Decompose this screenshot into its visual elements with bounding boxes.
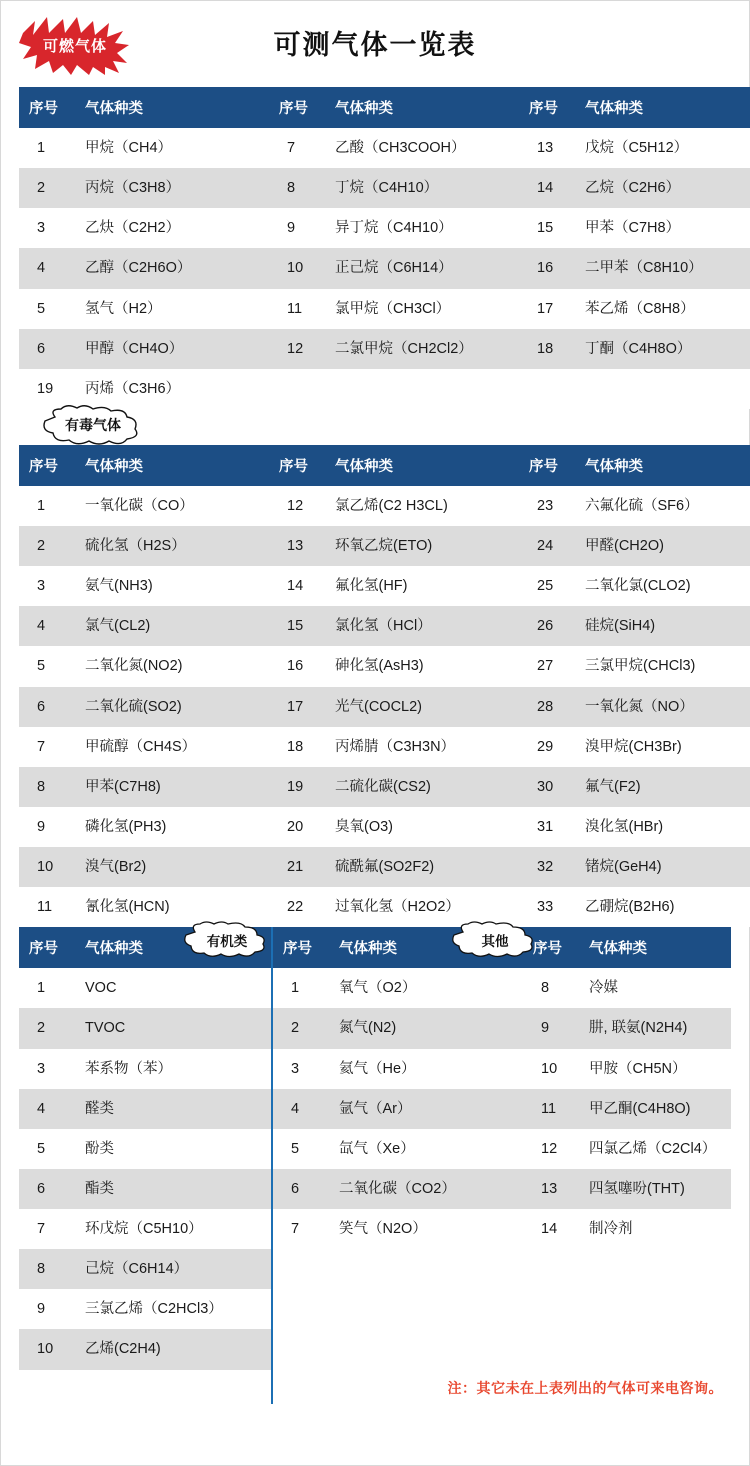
cell-num: 3 bbox=[19, 566, 75, 606]
cell-name: 甲醛(CH2O) bbox=[575, 526, 750, 566]
cell-num: 24 bbox=[519, 526, 575, 566]
cell-num: 15 bbox=[519, 208, 575, 248]
cell-num: 12 bbox=[269, 486, 325, 526]
cell-name: 异丁烷（C4H10） bbox=[325, 208, 519, 248]
cell-name: 丁酮（C4H8O） bbox=[575, 329, 750, 369]
cell-name: TVOC bbox=[75, 1008, 271, 1048]
cell-num: 8 bbox=[19, 767, 75, 807]
cell-name bbox=[575, 369, 750, 409]
cell-num: 6 bbox=[273, 1169, 329, 1209]
cell-num: 27 bbox=[519, 646, 575, 686]
table-row bbox=[19, 168, 750, 208]
cell-empty bbox=[523, 1289, 579, 1329]
cell-num: 20 bbox=[269, 807, 325, 847]
flammable-gas-table bbox=[19, 87, 750, 409]
cell-num: 18 bbox=[519, 329, 575, 369]
col-header-num-2: 序号 bbox=[523, 927, 579, 968]
table-row bbox=[19, 687, 750, 727]
other-column bbox=[271, 927, 731, 1403]
bottom-split-section bbox=[19, 927, 731, 1403]
col-header-num-3: 序号 bbox=[519, 87, 575, 128]
table-row bbox=[19, 1008, 271, 1048]
col-header-name-2: 气体种类 bbox=[579, 927, 731, 968]
cell-num: 9 bbox=[523, 1008, 579, 1048]
cell-name: 砷化氢(AsH3) bbox=[325, 646, 519, 686]
cell-name: 二氧化氯(CLO2) bbox=[575, 566, 750, 606]
cell-name: 醛类 bbox=[75, 1089, 271, 1129]
cell-name: 臭氧(O3) bbox=[325, 807, 519, 847]
table-row bbox=[19, 1329, 271, 1369]
table-row bbox=[19, 1169, 271, 1209]
cell-name: 苯系物（苯） bbox=[75, 1049, 271, 1089]
col-header-name-3: 气体种类 bbox=[575, 87, 750, 128]
cell-num: 7 bbox=[273, 1209, 329, 1249]
footnote-area bbox=[273, 1370, 731, 1404]
cell-num bbox=[269, 369, 325, 409]
cell-name: 六氟化硫（SF6） bbox=[575, 486, 750, 526]
cell-name: 溴甲烷(CH3Br) bbox=[575, 727, 750, 767]
cell-num: 17 bbox=[519, 289, 575, 329]
table-row bbox=[19, 289, 750, 329]
cell-name: 二氧化氮(NO2) bbox=[75, 646, 269, 686]
col-header-num: 序号 bbox=[19, 927, 75, 968]
page-title: 可测气体一览表 bbox=[273, 30, 477, 60]
table-row bbox=[273, 1129, 731, 1169]
cell-num: 23 bbox=[519, 486, 575, 526]
cell-num: 12 bbox=[523, 1129, 579, 1169]
cell-name: 丙烷（C3H8） bbox=[75, 168, 269, 208]
table-row bbox=[19, 606, 750, 646]
cell-num: 10 bbox=[269, 248, 325, 288]
cell-num: 12 bbox=[269, 329, 325, 369]
cell-empty bbox=[523, 1249, 579, 1289]
cell-num: 10 bbox=[523, 1049, 579, 1089]
cell-name: 甲苯（C7H8） bbox=[575, 208, 750, 248]
table-row bbox=[19, 526, 750, 566]
cell-name: 肼, 联氨(N2H4) bbox=[579, 1008, 731, 1048]
cell-name: 苯乙烯（C8H8） bbox=[575, 289, 750, 329]
table-row bbox=[19, 1249, 271, 1289]
table-row bbox=[273, 1008, 731, 1048]
cell-num: 4 bbox=[19, 248, 75, 288]
cell-num: 11 bbox=[269, 289, 325, 329]
cell-num: 13 bbox=[523, 1169, 579, 1209]
cell-num: 28 bbox=[519, 687, 575, 727]
cell-num: 22 bbox=[269, 887, 325, 927]
cell-num: 31 bbox=[519, 807, 575, 847]
cell-num: 9 bbox=[19, 1289, 75, 1329]
cell-empty bbox=[273, 1289, 329, 1329]
cell-name: 甲胺（CH5N） bbox=[579, 1049, 731, 1089]
cell-name: 乙酸（CH3COOH） bbox=[325, 128, 519, 168]
cell-name: 过氧化氢（H2O2） bbox=[325, 887, 519, 927]
cell-name: 一氧化氮（NO） bbox=[575, 687, 750, 727]
cell-name: 丙烯腈（C3H3N） bbox=[325, 727, 519, 767]
cell-name: 氢气（H2） bbox=[75, 289, 269, 329]
table-row bbox=[19, 1209, 271, 1249]
cell-name: 氮气(N2) bbox=[329, 1008, 523, 1048]
cell-num: 10 bbox=[19, 847, 75, 887]
table-row bbox=[19, 329, 750, 369]
cell-name: 二氧化碳（CO2） bbox=[329, 1169, 523, 1209]
cell-num: 11 bbox=[523, 1089, 579, 1129]
cell-num: 15 bbox=[269, 606, 325, 646]
table-row bbox=[19, 1049, 271, 1089]
table-row bbox=[19, 767, 750, 807]
footnote-text: 注：其它未在上表列出的气体可来电咨询。 bbox=[447, 1379, 723, 1396]
cell-num: 14 bbox=[519, 168, 575, 208]
cell-num: 2 bbox=[19, 168, 75, 208]
cell-name: 氧气（O2） bbox=[329, 968, 523, 1008]
cell-name: 乙烯(C2H4) bbox=[75, 1329, 271, 1369]
cell-name: 硫化氢（H2S） bbox=[75, 526, 269, 566]
cell-num: 9 bbox=[269, 208, 325, 248]
cell-name: 甲硫醇（CH4S） bbox=[75, 727, 269, 767]
cell-name: 三氯甲烷(CHCl3) bbox=[575, 646, 750, 686]
table-row bbox=[19, 566, 750, 606]
cell-num: 33 bbox=[519, 887, 575, 927]
cell-num: 5 bbox=[19, 646, 75, 686]
table-header-row bbox=[19, 445, 750, 486]
flammable-badge bbox=[19, 13, 131, 77]
cell-name: 戊烷（C5H12） bbox=[575, 128, 750, 168]
cell-empty bbox=[523, 1329, 579, 1369]
cell-name: 制冷剂 bbox=[579, 1209, 731, 1249]
table-row bbox=[19, 1129, 271, 1169]
cell-num: 19 bbox=[19, 369, 75, 409]
cell-num: 3 bbox=[19, 1049, 75, 1089]
col-header-name-2: 气体种类 bbox=[325, 445, 519, 486]
cell-empty bbox=[273, 1329, 329, 1369]
cell-num: 16 bbox=[519, 248, 575, 288]
cell-name: 甲醇（CH4O） bbox=[75, 329, 269, 369]
cell-num: 5 bbox=[19, 289, 75, 329]
cell-name bbox=[325, 369, 519, 409]
cell-num: 9 bbox=[19, 807, 75, 847]
cell-name: 氰化氢(HCN) bbox=[75, 887, 269, 927]
cell-num: 19 bbox=[269, 767, 325, 807]
toxic-gas-table bbox=[19, 445, 750, 927]
cell-name: 酚类 bbox=[75, 1129, 271, 1169]
table-row bbox=[273, 1049, 731, 1089]
table-row bbox=[19, 646, 750, 686]
cell-num: 2 bbox=[273, 1008, 329, 1048]
cell-num: 7 bbox=[19, 1209, 75, 1249]
toxic-badge-area bbox=[19, 409, 731, 445]
cell-num: 4 bbox=[273, 1089, 329, 1129]
cell-name: 硅烷(SiH4) bbox=[575, 606, 750, 646]
cell-name: 一氧化碳（CO） bbox=[75, 486, 269, 526]
col-header-name-1: 气体种类 bbox=[329, 927, 523, 968]
table-row bbox=[273, 1329, 731, 1369]
table-row bbox=[19, 486, 750, 526]
cell-name: 锗烷(GeH4) bbox=[575, 847, 750, 887]
cell-num: 30 bbox=[519, 767, 575, 807]
cell-num: 10 bbox=[19, 1329, 75, 1369]
table-header-row bbox=[19, 87, 750, 128]
cell-name: 丁烷（C4H10） bbox=[325, 168, 519, 208]
cell-name: 二甲苯（C8H10） bbox=[575, 248, 750, 288]
cell-name: 氯甲烷（CH3Cl） bbox=[325, 289, 519, 329]
table-row bbox=[19, 887, 750, 927]
cell-name: 冷媒 bbox=[579, 968, 731, 1008]
cell-empty bbox=[329, 1289, 523, 1329]
cell-num: 14 bbox=[269, 566, 325, 606]
organic-gas-table bbox=[19, 927, 271, 1369]
cell-num: 7 bbox=[19, 727, 75, 767]
cell-num: 6 bbox=[19, 687, 75, 727]
cell-num: 25 bbox=[519, 566, 575, 606]
other-badge-label: 其他 bbox=[481, 934, 509, 950]
col-header-name: 气体种类 bbox=[75, 927, 271, 968]
cell-name: 环氧乙烷(ETO) bbox=[325, 526, 519, 566]
cell-num: 16 bbox=[269, 646, 325, 686]
table-row bbox=[19, 128, 750, 168]
col-header-num-2: 序号 bbox=[269, 445, 325, 486]
cell-num: 32 bbox=[519, 847, 575, 887]
col-header-num-1: 序号 bbox=[19, 445, 75, 486]
cell-name: 笑气（N2O） bbox=[329, 1209, 523, 1249]
cell-name: 氟化氢(HF) bbox=[325, 566, 519, 606]
cell-empty bbox=[579, 1329, 731, 1369]
cell-empty bbox=[579, 1249, 731, 1289]
cell-num: 8 bbox=[19, 1249, 75, 1289]
table-row bbox=[19, 369, 750, 409]
cell-name: VOC bbox=[75, 968, 271, 1008]
cell-name: 乙硼烷(B2H6) bbox=[575, 887, 750, 927]
cell-num: 4 bbox=[19, 1089, 75, 1129]
cell-num: 1 bbox=[273, 968, 329, 1008]
cell-name: 氯化氢（HCl） bbox=[325, 606, 519, 646]
table-row bbox=[273, 1249, 731, 1289]
other-gas-table bbox=[273, 927, 731, 1369]
cell-num: 11 bbox=[19, 887, 75, 927]
cell-num: 1 bbox=[19, 128, 75, 168]
cell-name: 氟气(F2) bbox=[575, 767, 750, 807]
cell-name: 二氧化硫(SO2) bbox=[75, 687, 269, 727]
cell-num: 4 bbox=[19, 606, 75, 646]
table-row bbox=[273, 968, 731, 1008]
cell-name: 硫酰氟(SO2F2) bbox=[325, 847, 519, 887]
table-row bbox=[19, 968, 271, 1008]
cell-num bbox=[519, 369, 575, 409]
cell-name: 甲烷（CH4） bbox=[75, 128, 269, 168]
cell-num: 14 bbox=[523, 1209, 579, 1249]
cell-name: 四氢噻吩(THT) bbox=[579, 1169, 731, 1209]
cell-name: 氯气(CL2) bbox=[75, 606, 269, 646]
table-row bbox=[273, 1209, 731, 1249]
cell-num: 21 bbox=[269, 847, 325, 887]
cell-name: 二硫化碳(CS2) bbox=[325, 767, 519, 807]
cell-empty bbox=[579, 1289, 731, 1329]
cell-name: 氨气(NH3) bbox=[75, 566, 269, 606]
table-row bbox=[273, 1089, 731, 1129]
cell-num: 29 bbox=[519, 727, 575, 767]
col-header-num-1: 序号 bbox=[19, 87, 75, 128]
cell-num: 3 bbox=[19, 208, 75, 248]
cell-name: 酯类 bbox=[75, 1169, 271, 1209]
cell-name: 己烷（C6H14） bbox=[75, 1249, 271, 1289]
cell-name: 丙烯（C3H6） bbox=[75, 369, 269, 409]
cell-num: 13 bbox=[519, 128, 575, 168]
cell-num: 6 bbox=[19, 329, 75, 369]
cell-name: 四氯乙烯（C2Cl4） bbox=[579, 1129, 731, 1169]
cell-name: 三氯乙烯（C2HCl3） bbox=[75, 1289, 271, 1329]
cell-name: 氯乙烯(C2 H3CL) bbox=[325, 486, 519, 526]
cell-num: 8 bbox=[523, 968, 579, 1008]
flammable-badge-label: 可燃气体 bbox=[42, 37, 107, 55]
table-row bbox=[19, 1089, 271, 1129]
cell-empty bbox=[329, 1249, 523, 1289]
cell-num: 5 bbox=[19, 1129, 75, 1169]
cell-num: 17 bbox=[269, 687, 325, 727]
cell-name: 甲乙酮(C4H8O) bbox=[579, 1089, 731, 1129]
col-header-name-1: 气体种类 bbox=[75, 445, 269, 486]
table-row bbox=[19, 1289, 271, 1329]
cell-name: 环戊烷（C5H10） bbox=[75, 1209, 271, 1249]
cell-num: 18 bbox=[269, 727, 325, 767]
col-header-num-2: 序号 bbox=[269, 87, 325, 128]
cell-name: 乙炔（C2H2） bbox=[75, 208, 269, 248]
cell-num: 1 bbox=[19, 968, 75, 1008]
toxic-badge-label: 有毒气体 bbox=[65, 416, 121, 433]
cell-name: 氩气（Ar） bbox=[329, 1089, 523, 1129]
cell-num: 2 bbox=[19, 1008, 75, 1048]
cell-name: 光气(COCL2) bbox=[325, 687, 519, 727]
cell-name: 磷化氢(PH3) bbox=[75, 807, 269, 847]
table-row bbox=[19, 208, 750, 248]
page-header bbox=[19, 1, 731, 87]
cell-num: 1 bbox=[19, 486, 75, 526]
cell-name: 甲苯(C7H8) bbox=[75, 767, 269, 807]
cell-num: 6 bbox=[19, 1169, 75, 1209]
cell-name: 氙气（Xe） bbox=[329, 1129, 523, 1169]
cell-empty bbox=[329, 1329, 523, 1369]
cell-empty bbox=[273, 1249, 329, 1289]
cell-name: 乙醇（C2H6O） bbox=[75, 248, 269, 288]
cell-name: 二氯甲烷（CH2Cl2） bbox=[325, 329, 519, 369]
cell-num: 7 bbox=[269, 128, 325, 168]
cell-num: 5 bbox=[273, 1129, 329, 1169]
col-header-name-1: 气体种类 bbox=[75, 87, 269, 128]
cell-name: 溴气(Br2) bbox=[75, 847, 269, 887]
cell-name: 氦气（He） bbox=[329, 1049, 523, 1089]
table-row bbox=[19, 248, 750, 288]
col-header-num-1: 序号 bbox=[273, 927, 329, 968]
organic-badge bbox=[181, 921, 273, 961]
table-row bbox=[19, 847, 750, 887]
organic-badge-label: 有机类 bbox=[206, 934, 248, 950]
table-row bbox=[19, 807, 750, 847]
table-row bbox=[273, 1169, 731, 1209]
col-header-name-3: 气体种类 bbox=[575, 445, 750, 486]
cell-num: 8 bbox=[269, 168, 325, 208]
other-badge bbox=[449, 921, 541, 961]
cell-num: 13 bbox=[269, 526, 325, 566]
table-row bbox=[273, 1289, 731, 1329]
cell-name: 溴化氢(HBr) bbox=[575, 807, 750, 847]
organic-column bbox=[19, 927, 271, 1403]
cell-num: 3 bbox=[273, 1049, 329, 1089]
col-header-num-3: 序号 bbox=[519, 445, 575, 486]
cell-num: 26 bbox=[519, 606, 575, 646]
cell-name: 正己烷（C6H14） bbox=[325, 248, 519, 288]
cell-name: 乙烷（C2H6） bbox=[575, 168, 750, 208]
table-row bbox=[19, 727, 750, 767]
cell-num: 2 bbox=[19, 526, 75, 566]
col-header-name-2: 气体种类 bbox=[325, 87, 519, 128]
